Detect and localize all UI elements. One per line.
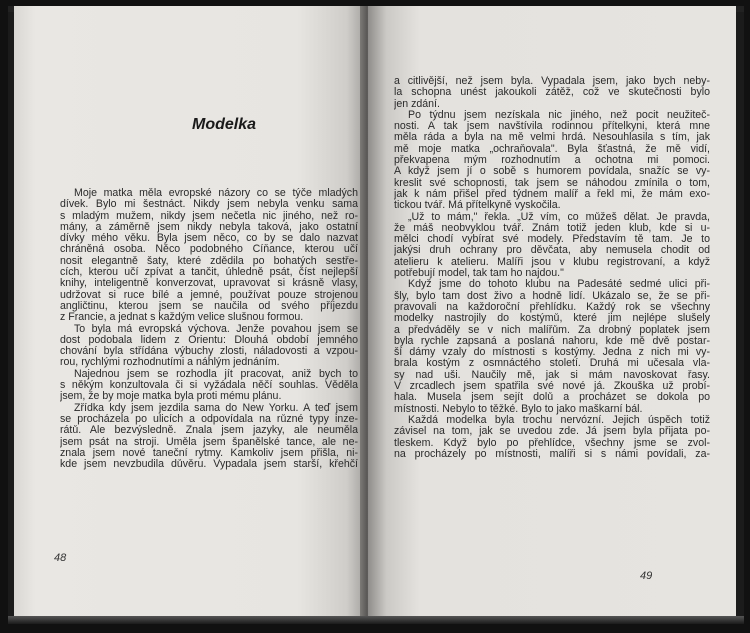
text-line: knihy, inteligentně konverzovat, upravovat si krásně vlasy, xyxy=(60,278,358,290)
page-number-right: 49 xyxy=(640,570,653,582)
text-line: kde jsem nevzbudila důvěru. Vypadala jsem starší, křehčí xyxy=(60,459,358,471)
text-line: že máš neobvyklou tvář. Znám totiž jeden klub, kde si u- xyxy=(394,222,710,234)
text-line: nosti. A tak jsem navštívila rodinnou přítelkyni, která mne xyxy=(394,121,710,133)
text-line: V zrcadlech jsem spatřila své nové já. Zkouška už probí- xyxy=(394,381,710,393)
text-line: Když jsme do tohoto klubu na Padesáté sedmé ulici při- xyxy=(408,279,710,291)
text-line: sy nad uši. Naučily mě, jak si mám navoskovat řasy. xyxy=(394,369,710,381)
text-line: dívky mého věku. Byla jsem něco, co by se dalo nazvat xyxy=(60,233,358,245)
text-line: z Francie, a jednat s každým velice slušnou formou. xyxy=(60,312,304,324)
text-line: To byla má evropská výchova. Jenže povahou jsem se xyxy=(74,323,358,335)
text-line: nosit elegantně šaty, které zdědila po bohatých sestře- xyxy=(60,255,358,267)
chapter-title: Modelka xyxy=(192,116,257,133)
text-line: chování byla střídána výbuchy zlosti, náladovosti a vzpou- xyxy=(60,346,358,358)
text-line: překvapena mým rozhodnutím a ochotna mi pomoci. xyxy=(394,155,710,167)
bottom-edge xyxy=(8,616,744,624)
text-line: la schopna unést jakoukoli zátěž, což ve skutečnosti bylo xyxy=(394,87,710,99)
text-line: závisel na tom, jak se uvedou zde. Já jsem byla přijata po- xyxy=(394,426,710,438)
text-line: jsem psát na stroji. Uměla jsem španělské tance, ale ne- xyxy=(60,436,358,448)
text-line: dívek. Bylo mi šestnáct. Nikdy jsem nebyla venku sama xyxy=(60,199,358,211)
text-line: mány, a záměrně jsem nikdy nebyla taková, jako ostatní xyxy=(60,221,358,233)
text-line: atelieru k atelieru. Malíři jsou v klubu registrovaní, a když xyxy=(394,256,710,268)
text-line: místnosti. Nebylo to těžké. Bylo to jako maškarní bál. xyxy=(394,403,643,415)
text-line: jsem, že by moje matka byla proti mému plánu. xyxy=(60,391,282,403)
text-line: udržovat si ruce bílé a jemné, používat pouze strojenou xyxy=(60,289,358,301)
text-line: modelky nastrojily do kostýmů, které jim nejlépe slušely xyxy=(394,313,710,325)
text-line: pravovali na každoroční přehlídku. Každý rok se všechny xyxy=(394,301,710,313)
text-line: angličtinu, kterou jsem se naučila od svého příjezdu xyxy=(60,300,358,312)
left-page xyxy=(14,6,368,618)
text-line: na procházely po místnosti, malíři si s námi povídali, za- xyxy=(394,448,710,460)
text-line: a předváděly se v nich malířům. Za drobný poplatek jsem xyxy=(394,324,710,336)
text-line: Zřídka kdy jsem jezdila sama do New Yorku. A teď jsem xyxy=(74,402,358,414)
text-line: cích, kterou učí zpívat a tančit, úhledně psát, číst nejlepší xyxy=(60,267,358,279)
text-line: Moje matka měla evropské názory co se týče mladých xyxy=(74,188,358,199)
text-line: jakýsi druh ochrany pro děvčata, aby nemusela chodit od xyxy=(394,245,710,257)
text-line: mělci chodí vybírat své modely. Představím tě tam. Je to xyxy=(394,234,710,246)
text-line: s mladým mužem, nikdy jsem nečetla nic jiného, než ro- xyxy=(60,210,358,222)
page-number-left: 48 xyxy=(54,552,67,564)
text-line: ší dámy vzaly do místnosti s kostýmy. Jedna z nich mi vy- xyxy=(394,347,710,359)
text-line: A když jsem jí o sobě s humorem povídala, snažíc se vy- xyxy=(394,166,710,178)
text-line: s někým konzultovala či si vyžádala něčí souhlas. Věděla xyxy=(60,380,358,392)
text-line: kreslit své schopnosti, tak jsem se náhodou zmínila o tom, xyxy=(394,177,710,189)
left-page-text xyxy=(60,188,358,470)
text-line: „Už to mám," řekla. „Už vím, co můžeš dělat. Je pravda, xyxy=(408,211,710,223)
text-line: brala kostým z osmnáctého století. Druhá mi učesala vla- xyxy=(394,358,710,370)
text-line: rátů. Ale bezvýsledně. Znala jsem jazyky, ale neuměla xyxy=(60,425,358,437)
book-spread xyxy=(8,6,744,622)
text-line: Po týdnu jsem nezískala nic jiného, než pocit neužiteč- xyxy=(408,109,710,121)
text-line: šly, bylo tam dost živo a hodně lidí. Ukázalo se, že se při- xyxy=(394,290,710,302)
text-line: znala jsem nové taneční rytmy. Kamkoliv jsem přišla, ni- xyxy=(60,447,358,459)
text-line: mě moje matka „ochraňovala". Byla šťastná, že mě vidí, xyxy=(394,143,710,155)
right-page-text xyxy=(394,76,710,460)
text-line: rou, rychlými rozhodnutími a náhlým jednáním. xyxy=(60,357,280,369)
text-line: jak k nám přišel před týdnem malíř a řekl mi, že mám exo- xyxy=(394,188,710,200)
text-line: jen zdání. xyxy=(394,98,440,110)
text-line: chráněná osoba. Něco podobného Číňance, kterou učí xyxy=(60,244,358,256)
text-line: Najednou jsem se rozhodla jít pracovat, aniž bych to xyxy=(74,368,358,380)
text-line: dost podobala lidem z Orientu: Dlouhá období jemného xyxy=(60,334,358,346)
text-line: se procházela po ulicích a odpovídala na různé typy inze- xyxy=(60,413,358,425)
right-page xyxy=(368,6,736,618)
text-line: Každá modelka byla trochu nervózní. Jejich úspěch totiž xyxy=(408,414,710,426)
text-line: potřebují model, tak tam ho najdou." xyxy=(394,268,564,280)
text-line: tickou tvář. Má přítelkyně vyskočila. xyxy=(394,200,561,212)
text-line: byla rychle zapsaná a poslaná nahoru, kde mě dvě postar- xyxy=(394,335,710,347)
text-line: tleskem. Když bylo po přehlídce, všechny jsme se zvol- xyxy=(394,437,710,449)
text-line: hala. Musela jsem sejít dolů a procházet se dokola po xyxy=(394,392,710,404)
text-line: a citlivější, než jsem byla. Vypadala jsem, jako bych neby- xyxy=(394,76,710,87)
text-line: měla ráda a byla na mě velmi hrdá. Nesouhlasila s tím, jak xyxy=(394,132,710,144)
